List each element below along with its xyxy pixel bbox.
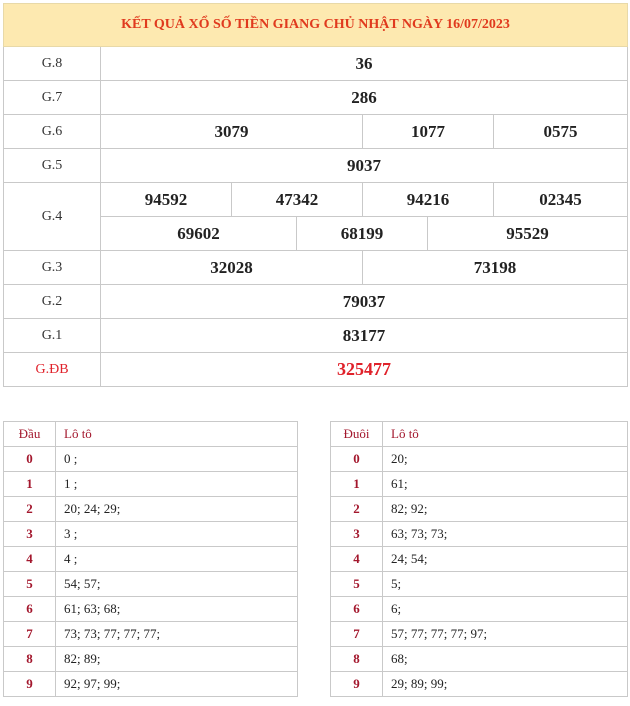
loto-value: 92; 97; 99; — [56, 672, 298, 697]
prize-number-gdb: 325477 — [101, 353, 628, 387]
prize-label-g3: G.3 — [4, 251, 101, 285]
prize-label-g4: G.4 — [4, 183, 101, 251]
prize-number-g6: 0575 — [494, 115, 628, 149]
prize-label-g1: G.1 — [4, 319, 101, 353]
prize-number-g1: 83177 — [101, 319, 628, 353]
prize-number-g4: 94216 — [363, 183, 494, 217]
loto-value: 20; — [383, 447, 628, 472]
loto-key: 4 — [331, 547, 383, 572]
loto-key: 6 — [4, 597, 56, 622]
loto-value: 57; 77; 77; 77; 97; — [383, 622, 628, 647]
loto-key: 9 — [331, 672, 383, 697]
loto-value: 4 ; — [56, 547, 298, 572]
prize-label-gdb: G.ĐB — [4, 353, 101, 387]
loto-key: 3 — [331, 522, 383, 547]
prize-number-g4: 68199 — [297, 217, 428, 251]
prize-label-g7: G.7 — [4, 81, 101, 115]
loto-value: 82; 92; — [383, 497, 628, 522]
loto-key: 0 — [331, 447, 383, 472]
prize-number-g7: 286 — [101, 81, 628, 115]
loto-key: 2 — [4, 497, 56, 522]
loto-key: 8 — [331, 647, 383, 672]
loto-key: 7 — [4, 622, 56, 647]
results-title: KẾT QUẢ XỔ SỐ TIỀN GIANG CHỦ NHẬT NGÀY 16/07/2023 — [4, 4, 628, 47]
loto-key: 3 — [4, 522, 56, 547]
prize-number-g4: 95529 — [428, 217, 628, 251]
prize-number-g6: 1077 — [363, 115, 494, 149]
prize-number-g4: 69602 — [101, 217, 297, 251]
prize-number-g4: 02345 — [494, 183, 628, 217]
prize-number-g3: 32028 — [101, 251, 363, 285]
loto-value: 61; 63; 68; — [56, 597, 298, 622]
loto-key: 1 — [331, 472, 383, 497]
loto-header-key: Đuôi — [331, 422, 383, 447]
loto-key: 9 — [4, 672, 56, 697]
loto-value: 5; — [383, 572, 628, 597]
results-table — [3, 3, 628, 387]
loto-header-value: Lô tô — [383, 422, 628, 447]
prize-label-g5: G.5 — [4, 149, 101, 183]
loto-key: 6 — [331, 597, 383, 622]
loto-value: 54; 57; — [56, 572, 298, 597]
loto-value: 24; 54; — [383, 547, 628, 572]
loto-key: 8 — [4, 647, 56, 672]
loto-value: 20; 24; 29; — [56, 497, 298, 522]
loto-key: 4 — [4, 547, 56, 572]
prize-label-g2: G.2 — [4, 285, 101, 319]
loto-value: 68; — [383, 647, 628, 672]
loto-value: 82; 89; — [56, 647, 298, 672]
loto-header-key: Đầu — [4, 422, 56, 447]
loto-value: 3 ; — [56, 522, 298, 547]
loto-header-value: Lô tô — [56, 422, 298, 447]
prize-label-g8: G.8 — [4, 47, 101, 81]
prize-number-g8: 36 — [101, 47, 628, 81]
loto-dau-table — [3, 421, 298, 697]
loto-value: 29; 89; 99; — [383, 672, 628, 697]
prize-number-g4: 94592 — [101, 183, 232, 217]
loto-key: 5 — [331, 572, 383, 597]
loto-value: 1 ; — [56, 472, 298, 497]
prize-number-g5: 9037 — [101, 149, 628, 183]
loto-value: 63; 73; 73; — [383, 522, 628, 547]
loto-key: 2 — [331, 497, 383, 522]
prize-number-g3: 73198 — [363, 251, 628, 285]
loto-key: 7 — [331, 622, 383, 647]
loto-value: 61; — [383, 472, 628, 497]
prize-number-g4: 47342 — [232, 183, 363, 217]
prize-number-g2: 79037 — [101, 285, 628, 319]
loto-key: 0 — [4, 447, 56, 472]
loto-value: 73; 73; 77; 77; 77; — [56, 622, 298, 647]
loto-duoi-table — [330, 421, 628, 697]
prize-label-g6: G.6 — [4, 115, 101, 149]
prize-number-g6: 3079 — [101, 115, 363, 149]
loto-key: 5 — [4, 572, 56, 597]
loto-key: 1 — [4, 472, 56, 497]
loto-value: 6; — [383, 597, 628, 622]
loto-value: 0 ; — [56, 447, 298, 472]
